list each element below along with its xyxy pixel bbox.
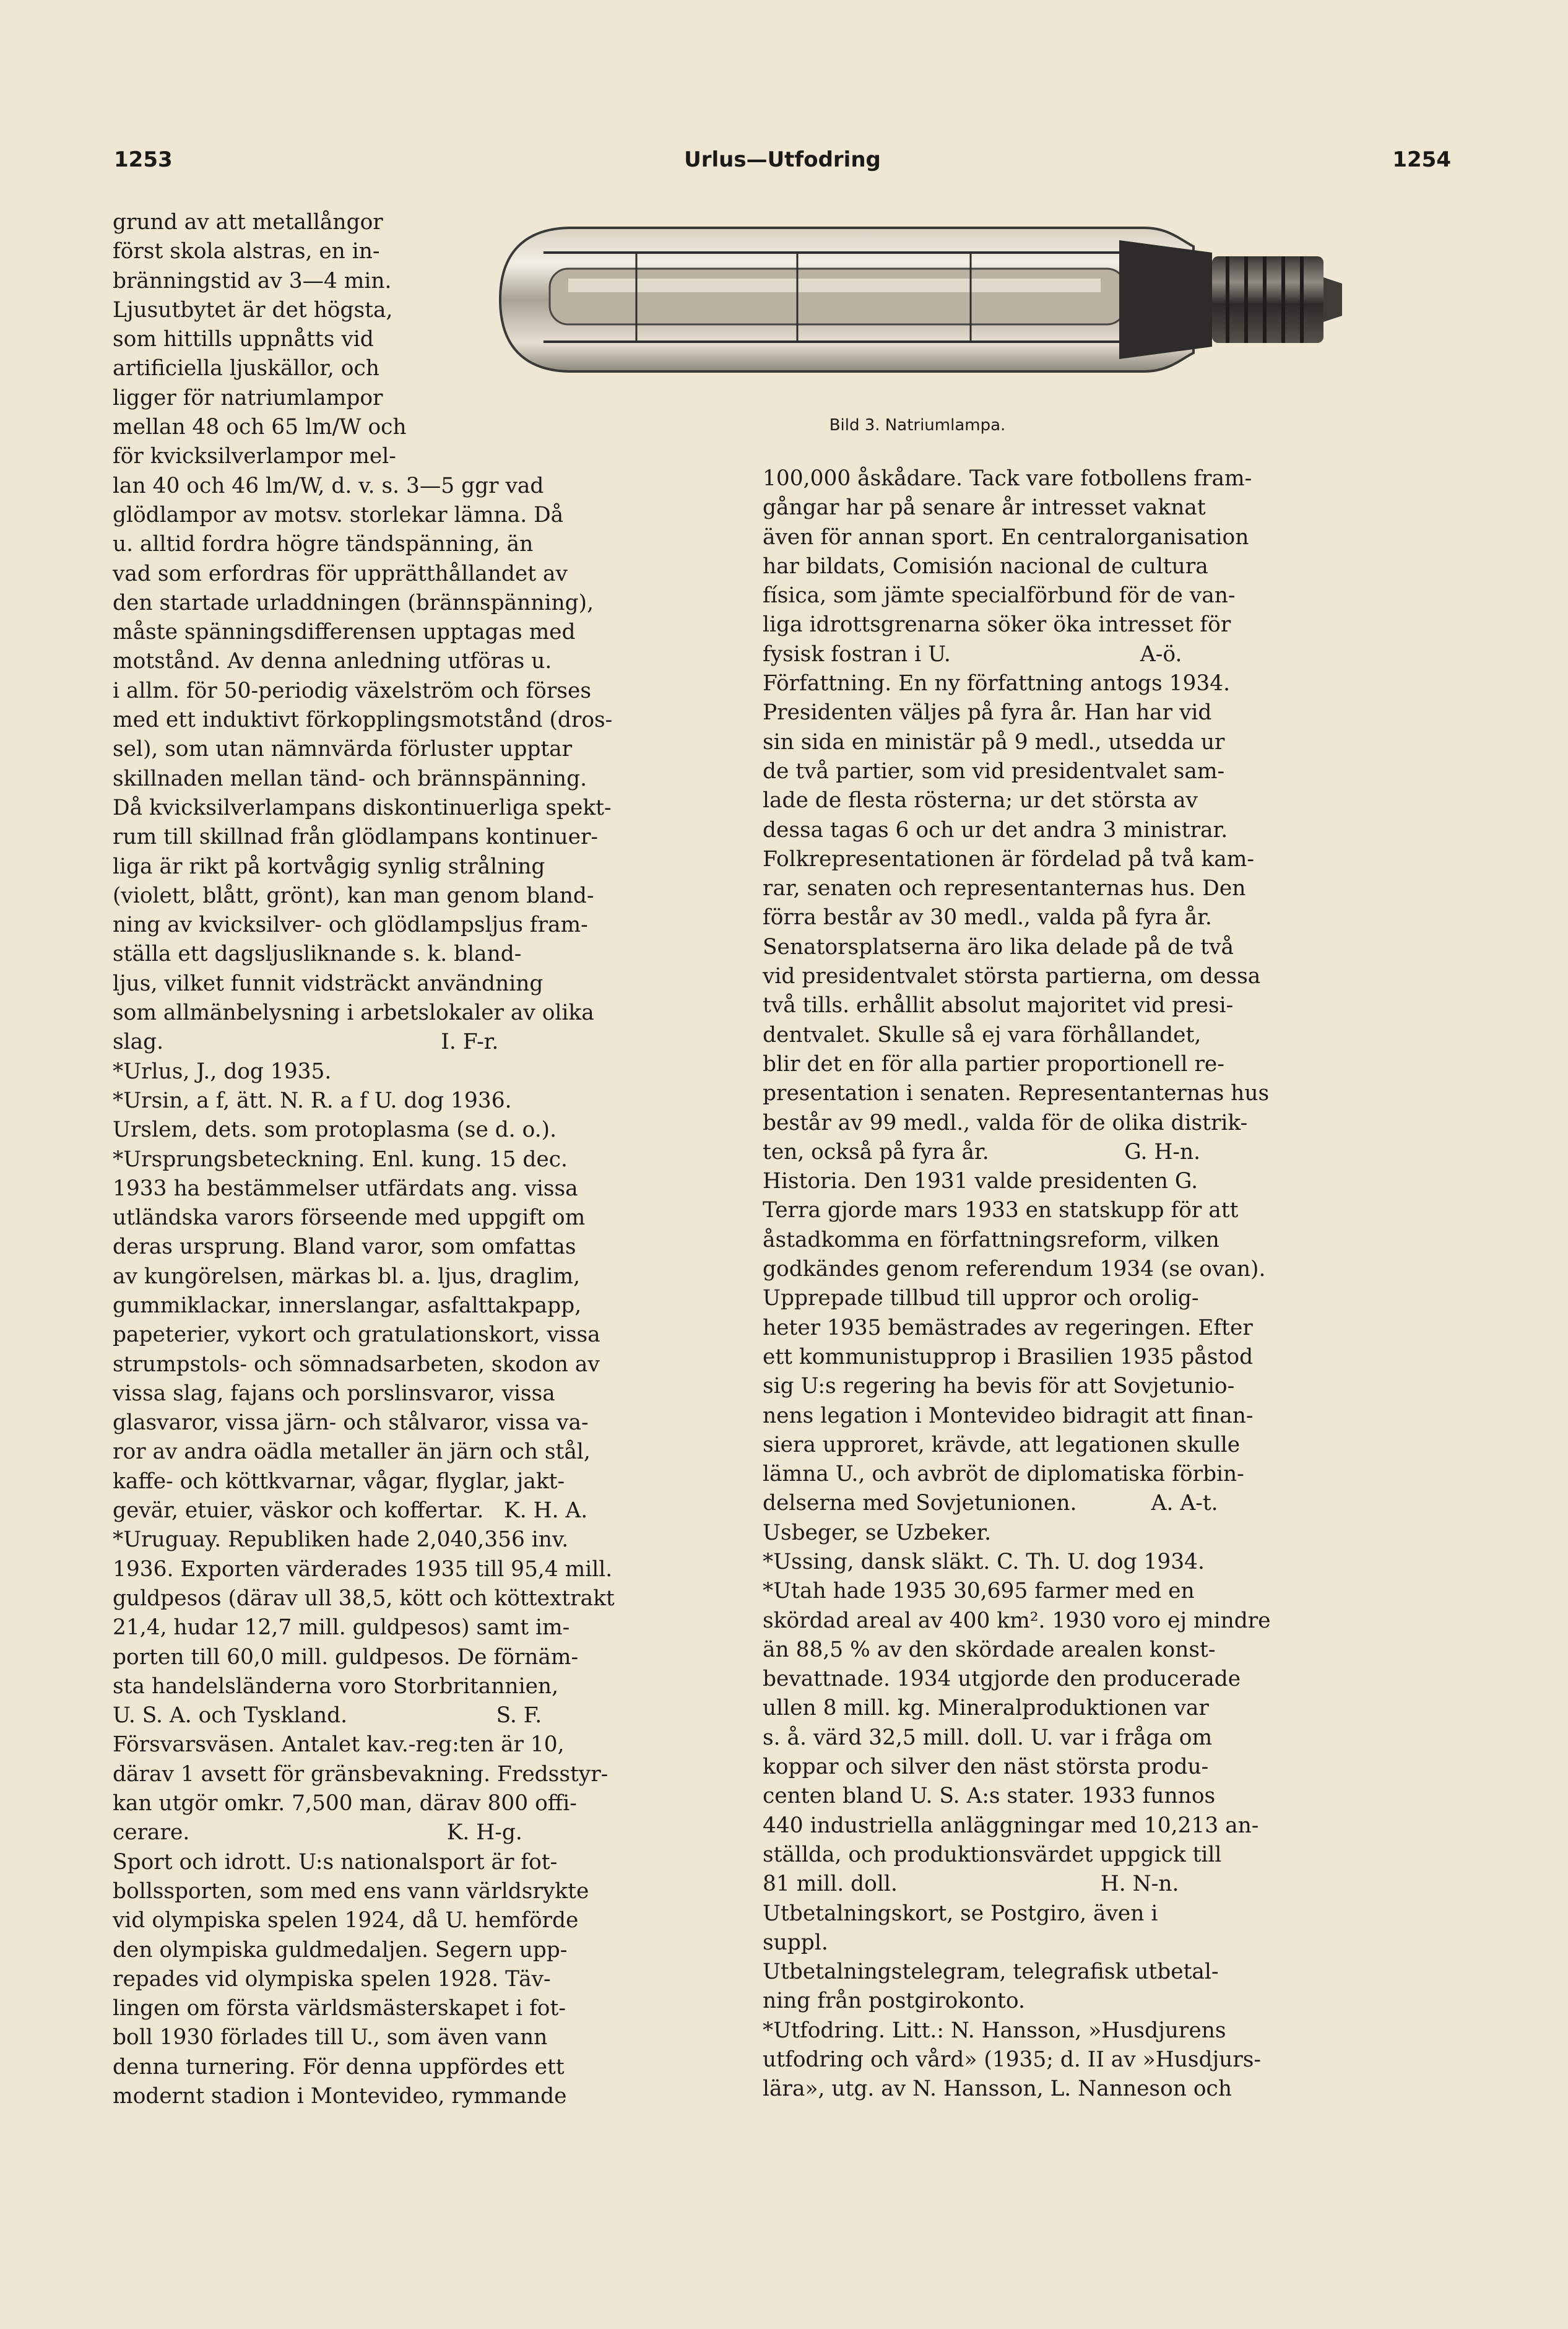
text-line: Terra gjorde mars 1933 en statskupp för att <box>763 1198 1239 1223</box>
text-line: glödlampor av motsv. storlekar lämna. Då <box>113 502 564 527</box>
text-line: koppar och silver den näst största produ- <box>763 1754 1209 1780</box>
text-line: de två partier, som vid presidentvalet sam- <box>763 758 1225 784</box>
text-line: lade de flesta rösterna; ur det största av <box>763 788 1198 813</box>
page-number-right: 1254 <box>1392 147 1451 172</box>
text-line: sin sida en ministär på 9 medl., utsedda ur <box>763 729 1225 755</box>
text-line: Presidenten väljes på fyra år. Han har vid <box>763 700 1212 726</box>
text-line: 440 industriella anläggningar med 10,213 an- <box>763 1813 1259 1838</box>
text-line: gångar har på senare år intresset vaknat <box>763 495 1206 521</box>
text-line: skillnaden mellan tänd- och brännspänning. <box>113 766 587 791</box>
text-line: 21,4, hudar 12,7 mill. guldpesos) samt im- <box>113 1615 570 1641</box>
text-line: denna turnering. För denna uppfördes ett <box>113 2054 565 2080</box>
text-line: *Urlus, J., dog 1935. <box>113 1059 332 1084</box>
text-line: dessa tagas 6 och ur det andra 3 ministrar. <box>763 817 1228 843</box>
text-line: åstadkomma en författningsreform, vilken <box>763 1227 1219 1252</box>
text-line: kaffe- och köttkvarnar, vågar, flyglar, jakt- <box>113 1468 565 1494</box>
text-line: i allm. för 50-periodig växelström och förses <box>113 678 591 703</box>
text-line: Senatorsplatserna äro lika delade på de två <box>763 934 1234 960</box>
text-line: måste spänningsdifferensen upptagas med <box>113 620 576 645</box>
text-line: grund av att metallångor <box>113 210 383 235</box>
text-line: Författning. En ny författning antogs 1934. <box>763 671 1231 696</box>
running-head <box>114 147 1451 184</box>
text-line: repades vid olympiska spelen 1928. Täv- <box>113 1966 551 1992</box>
text-line: modernt stadion i Montevideo, rymmande <box>113 2084 567 2109</box>
text-line: boll 1930 förlades till U., som även vann <box>113 2025 548 2050</box>
text-line: bollssporten, som med ens vann världsrykte <box>113 1878 589 1904</box>
text-line: strumpstols- och sömnadsarbeten, skodon av <box>113 1351 600 1377</box>
text-line: 81 mill. doll. H. N-n. <box>763 1871 1179 1897</box>
text-line: *Ursprungsbeteckning. Enl. kung. 15 dec. <box>113 1147 568 1172</box>
text-line: Försvarsväsen. Antalet kav.-reg:ten är 10, <box>113 1732 565 1758</box>
text-line: ning av kvicksilver- och glödlampsljus fram- <box>113 913 588 938</box>
text-line: liga idrottsgrenarna söker öka intresset för <box>763 612 1231 638</box>
text-line: cerare. K. H-g. <box>113 1820 522 1845</box>
text-line: ten, också på fyra år. G. H-n. <box>763 1139 1201 1164</box>
text-line: än 88,5 % av den skördade arealen konst- <box>763 1637 1216 1662</box>
text-line: siera upproret, krävde, att legationen skulle <box>763 1432 1241 1457</box>
text-line: Historia. Den 1931 valde presidenten G. <box>763 1169 1198 1194</box>
left-column <box>113 208 719 2111</box>
text-line: Sport och idrott. U:s nationalsport är fot- <box>113 1849 558 1875</box>
text-line: sel), som utan nämnvärda förluster upptar <box>113 737 573 762</box>
text-line: blir det en för alla partier proportionell re- <box>763 1051 1224 1077</box>
text-line: lingen om första världsmästerskapet i fot- <box>113 1996 566 2021</box>
text-line: Utbetalningskort, se Postgiro, även i <box>763 1901 1158 1926</box>
text-line: física, som jämte specialförbund för de van- <box>763 583 1236 609</box>
text-line: bränningstid av 3—4 min. <box>113 268 392 293</box>
text-line: lan 40 och 46 lm/W, d. v. s. 3—5 ggr vad <box>113 473 544 498</box>
right-column <box>763 464 1353 2104</box>
text-line: ning från postgirokonto. <box>763 1989 1025 2014</box>
text-line: guldpesos (därav ull 38,5, kött och köttextrakt <box>113 1585 615 1611</box>
text-line: sig U:s regering ha bevis för att Sovjetunio- <box>763 1374 1235 1399</box>
text-line: *Ussing, dansk släkt. C. Th. U. dog 1934. <box>763 1549 1205 1574</box>
text-line: för kvicksilverlampor mel- <box>113 444 396 469</box>
text-line: Folkrepresentationen är fördelad på två kam- <box>763 846 1254 872</box>
text-line: vissa slag, fajans och porslinsvaror, vissa <box>113 1381 555 1406</box>
text-line: dentvalet. Skulle så ej vara förhållandet, <box>763 1022 1202 1047</box>
text-line: rar, senaten och representanternas hus. Den <box>763 876 1246 901</box>
text-line: först skola alstras, en in- <box>113 239 380 264</box>
text-line: slag. I. F-r. <box>113 1030 499 1055</box>
text-line: suppl. <box>763 1930 828 1955</box>
text-line: (violett, blått, grönt), kan man genom bland- <box>113 883 594 908</box>
text-line: Då kvicksilverlampans diskontinuerliga spekt- <box>113 795 612 820</box>
text-line: papeterier, vykort och gratulationskort, vissa <box>113 1322 600 1348</box>
text-line: av kungörelsen, märkas bl. a. ljus, draglim, <box>113 1264 581 1289</box>
text-line: heter 1935 bemästrades av regeringen. Efter <box>763 1315 1253 1340</box>
text-line: u. alltid fordra högre tändspänning, än <box>113 532 534 557</box>
text-line: deras ursprung. Bland varor, som omfattas <box>113 1234 576 1260</box>
text-line: Urslem, dets. som protoplasma (se d. o.). <box>113 1117 557 1143</box>
page-title: Urlus—Utfodring <box>684 147 881 172</box>
text-line: 1933 ha bestämmelser utfärdats ang. vissa <box>113 1176 578 1201</box>
text-line: 1936. Exporten värderades 1935 till 95,4 mill. <box>113 1556 613 1582</box>
text-line: porten till 60,0 mill. guldpesos. De förnäm- <box>113 1644 579 1670</box>
text-line: den olympiska guldmedaljen. Segern upp- <box>113 1937 568 1963</box>
text-line: som hittills uppnåtts vid <box>113 327 374 352</box>
text-line: gevär, etuier, väskor och koffertar. K. H. A. <box>113 1498 588 1524</box>
text-line: motstånd. Av denna anledning utföras u. <box>113 649 552 674</box>
text-line: delserna med Sovjetunionen. A. A-t. <box>763 1491 1218 1516</box>
page-number-left: 1253 <box>114 147 173 172</box>
text-line: ställa ett dagsljusliknande s. k. bland- <box>113 942 522 967</box>
text-line: godkändes genom referendum 1934 (se ovan). <box>763 1257 1266 1282</box>
text-line: Utbetalningstelegram, telegrafisk utbetal- <box>763 1959 1219 1985</box>
text-line: centen bland U. S. A:s stater. 1933 funnos <box>763 1784 1216 1809</box>
text-line: artificiella ljuskällor, och <box>113 356 379 381</box>
text-line: U. S. A. och Tyskland. S. F. <box>113 1703 542 1728</box>
text-line: vid presidentvalet största partierna, om dessa <box>763 964 1261 989</box>
text-line: ror av andra oädla metaller än järn och stål, <box>113 1439 591 1465</box>
text-line: lämna U., och avbröt de diplomatiska förbin- <box>763 1462 1244 1487</box>
text-line: rum till skillnad från glödlampans kontinuer- <box>113 825 599 850</box>
text-line: gummiklackar, innerslangar, asfalttakpapp, <box>113 1293 582 1318</box>
text-line: *Utah hade 1935 30,695 farmer med en <box>763 1579 1195 1604</box>
text-line: bevattnade. 1934 utgjorde den producerade <box>763 1667 1241 1692</box>
text-line: presentation i senaten. Representanternas hus <box>763 1081 1270 1106</box>
text-line: den startade urladdningen (brännspänning), <box>113 590 594 615</box>
text-line: ligger för natriumlampor <box>113 385 383 410</box>
text-line: 100,000 åskådare. Tack vare fotbollens fram- <box>763 466 1252 491</box>
text-line: lära», utg. av N. Hansson, L. Nanneson och <box>763 2076 1232 2102</box>
text-line: med ett induktivt förkopplingsmotstånd (dros- <box>113 708 613 733</box>
text-line: förra består av 30 medl., valda på fyra år. <box>763 905 1212 930</box>
text-line: glasvaror, vissa järn- och stålvaror, vissa va- <box>113 1410 589 1436</box>
text-line: ljus, vilket funnit vidsträckt användning <box>113 971 544 996</box>
text-line: två tills. erhållit absolut majoritet vid presi- <box>763 993 1234 1018</box>
figure-caption: Bild 3. Natriumlampa. <box>829 416 1006 435</box>
text-line: även för annan sport. En centralorganisation <box>763 524 1249 550</box>
text-line: ett kommunistupprор i Brasilien 1935 påstod <box>763 1344 1254 1369</box>
text-line: kan utgör omkr. 7,500 man, därav 800 offi- <box>113 1791 577 1816</box>
text-line: *Utfodring. Litt.: N. Hansson, »Husdjurens <box>763 2018 1226 2043</box>
text-line: ställda, och produktionsvärdet uppgick till <box>763 1842 1222 1867</box>
text-line: ullen 8 mill. kg. Mineralproduktionen var <box>763 1696 1209 1721</box>
text-line: sta handelsländerna voro Storbritannien, <box>113 1673 559 1699</box>
text-line: vad som erfordras för upprätthållandet av <box>113 561 568 586</box>
text-line: Usbeger, se Uzbeker. <box>763 1520 992 1545</box>
text-line: Upprepade tillbud till uppror och orolig- <box>763 1286 1199 1311</box>
text-line: nens legation i Montevideo bidragit att finan- <box>763 1403 1254 1428</box>
text-line: fysisk fostran i U. A-ö. <box>763 641 1182 667</box>
text-line: utfodring och vård» (1935; d. II av »Husdjurs- <box>763 2047 1262 2073</box>
text-line: liga är rikt på kortvågig synlig strålning <box>113 854 545 879</box>
text-line: Ljusutbytet är det högsta, <box>113 297 393 323</box>
text-line: skördad areal av 400 km². 1930 voro ej mindre <box>763 1608 1271 1633</box>
text-line: *Uruguay. Republiken hade 2,040,356 inv. <box>113 1527 569 1553</box>
text-line: mellan 48 och 65 lm/W och <box>113 415 407 440</box>
text-line: vid olympiska spelen 1924, då U. hemförde <box>113 1908 579 1933</box>
text-line: därav 1 avsett för gränsbevakning. Fredsstyr- <box>113 1761 609 1787</box>
text-line: består av 99 medl., valda för de olika distrik- <box>763 1110 1248 1135</box>
text-line: s. å. värd 32,5 mill. doll. U. var i fråga om <box>763 1725 1213 1750</box>
text-line: har bildats, Comisión nacional de cultura <box>763 553 1208 579</box>
text-line: *Ursin, a f, ätt. N. R. a f U. dog 1936. <box>113 1088 512 1113</box>
text-line: utländska varors förseende med uppgift om <box>113 1205 586 1231</box>
text-line: som allmänbelysning i arbetslokaler av olika <box>113 1000 594 1026</box>
